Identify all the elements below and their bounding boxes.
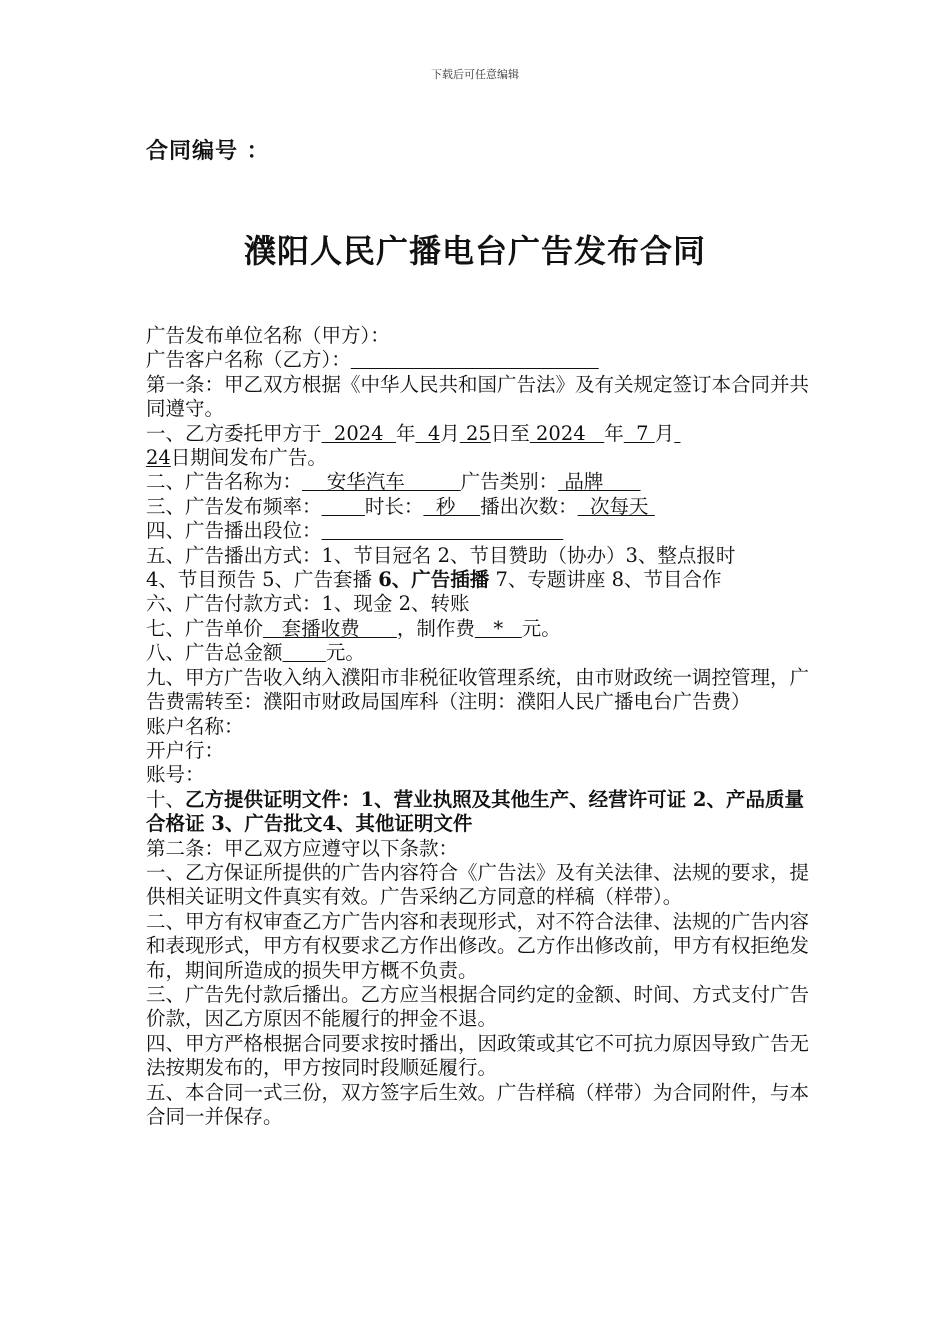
- ad-category-label: 广告类别：: [460, 470, 559, 494]
- method-part-bold: 6、广告插播: [378, 568, 490, 592]
- documents-prefix: 十、: [146, 787, 186, 811]
- documents-clause: [146, 788, 810, 837]
- article2-clause: 四、甲方严格根据合同要求按时播出，因政策或其它不可抗力原因导致广告无法按期发布的，甲方按同时段顺延履行。: [146, 1031, 810, 1080]
- duration-value: 秒: [423, 494, 481, 518]
- schedule-prefix: 一、乙方委托甲方于: [146, 421, 322, 445]
- page-header-note: 下载后可任意编辑: [431, 68, 519, 81]
- account-number-field: 账号：: [146, 763, 205, 787]
- month-label: 月: [654, 421, 675, 445]
- bank-field: 开户行：: [146, 738, 225, 762]
- article2-intro: 第二条：甲乙双方应遵守以下条款：: [146, 836, 459, 860]
- payment-method-line: 六、广告付款方式：1、现金 2、转账: [146, 592, 470, 616]
- day-to-label: 日至: [490, 421, 530, 445]
- total-amount-value: [283, 641, 326, 664]
- production-fee-value: *: [474, 616, 522, 640]
- broadcast-method-line: 五、广告播出方式：1、节目冠名 2、节目赞助（协办）3、整点报时: [146, 543, 736, 567]
- start-month: 4: [415, 421, 441, 445]
- client-blank: [351, 348, 599, 371]
- duration-label: 时长：: [364, 494, 424, 518]
- article2-clause: 五、本合同一式三份，双方签字后生效。广告样稿（样带）为合同附件，与本合同一并保存。: [146, 1080, 810, 1128]
- documents-text: 乙方提供证明文件：1、营业执照及其他生产、经营许可证 2、产品质量合格证 3、广告批文4、其他证明文件: [146, 787, 804, 836]
- ad-name-value: 安华汽车: [302, 470, 461, 494]
- times-value: 次每天: [577, 494, 655, 518]
- year-label: 年: [604, 421, 624, 445]
- total-amount-line: [146, 641, 810, 665]
- method-part-1: 4、节目预告 5、广告套播: [146, 568, 379, 592]
- end-year: 2024: [529, 421, 605, 445]
- start-year: 2024: [321, 421, 396, 445]
- schedule-line-end: [146, 446, 810, 470]
- method-part-2: 7、专题讲座 8、节目合作: [489, 568, 722, 592]
- account-name-field: 账户名称：: [146, 714, 244, 738]
- times-label: 播出次数：: [480, 494, 578, 518]
- article1-intro: 第一条：甲乙双方根据《中华人民共和国广告法》及有关规定签订本合同并共同遵守。: [146, 372, 810, 421]
- total-amount-unit: 元。: [325, 641, 365, 665]
- year-label: 年: [395, 421, 416, 445]
- broadcast-method-line-2: [146, 568, 810, 592]
- publisher-field: 广告发布单位名称（甲方）：: [146, 324, 390, 347]
- schedule-line: [146, 422, 810, 446]
- contract-body: [146, 324, 810, 1129]
- unit-price-line: [146, 617, 810, 641]
- frequency-line: [146, 495, 810, 519]
- time-slot-blank: [322, 519, 564, 542]
- article2-clause: 三、广告先付款后播出。乙方应当根据合同约定的金额、时间、方式支付广告价款，因乙方原因不能履行的押金不退。: [146, 982, 810, 1031]
- ad-category-value: 品牌: [558, 470, 641, 494]
- frequency-label: 三、广告发布频率：: [146, 494, 322, 518]
- unit-price-value: 套播收费: [263, 616, 397, 640]
- tail-blank: [674, 422, 680, 445]
- document-title: 濮阳人民广播电台广告发布合同: [243, 232, 706, 270]
- frequency-value: [322, 495, 365, 518]
- ad-name-line: [146, 470, 810, 494]
- client-label: 广告客户名称（乙方）：: [146, 348, 351, 372]
- production-fee-label: ，制作费: [396, 616, 475, 640]
- unit-price-label: 七、广告单价: [146, 616, 264, 640]
- end-day: 24: [146, 446, 171, 470]
- article2-clause: 一、乙方保证所提供的广告内容符合《广告法》及有关法律、法规的要求，提供相关证明文件真实有效。广告采纳乙方同意的样稿（样带）。: [146, 860, 810, 909]
- month-label: 月: [440, 421, 460, 445]
- revenue-management-clause: 九、甲方广告收入纳入濮阳市非税征收管理系统，由市财政统一调控管理，广告费需转至：濮阳市财政局国库科（注明：濮阳人民广播电台广告费）: [146, 665, 810, 714]
- schedule-suffix: 日期间发布广告。: [170, 446, 327, 470]
- client-field: [146, 348, 810, 372]
- article2-clause: 二、甲方有权审查乙方广告内容和表现形式，对不符合法律、法规的广告内容和表现形式，甲方有权要求乙方作出修改。乙方作出修改前，甲方有权拒绝发布，期间所造成的损失甲方概不负责。: [146, 909, 810, 982]
- total-amount-label: 八、广告总金额: [146, 641, 283, 665]
- ad-name-label: 二、广告名称为：: [146, 470, 303, 494]
- end-month: 7: [623, 421, 655, 445]
- time-slot-line: [146, 519, 810, 543]
- production-fee-unit: 元。: [521, 616, 561, 640]
- contract-number-label: 合同编号 ：: [146, 139, 270, 164]
- time-slot-label: 四、广告播出段位：: [146, 519, 322, 543]
- start-day: 25: [459, 421, 491, 445]
